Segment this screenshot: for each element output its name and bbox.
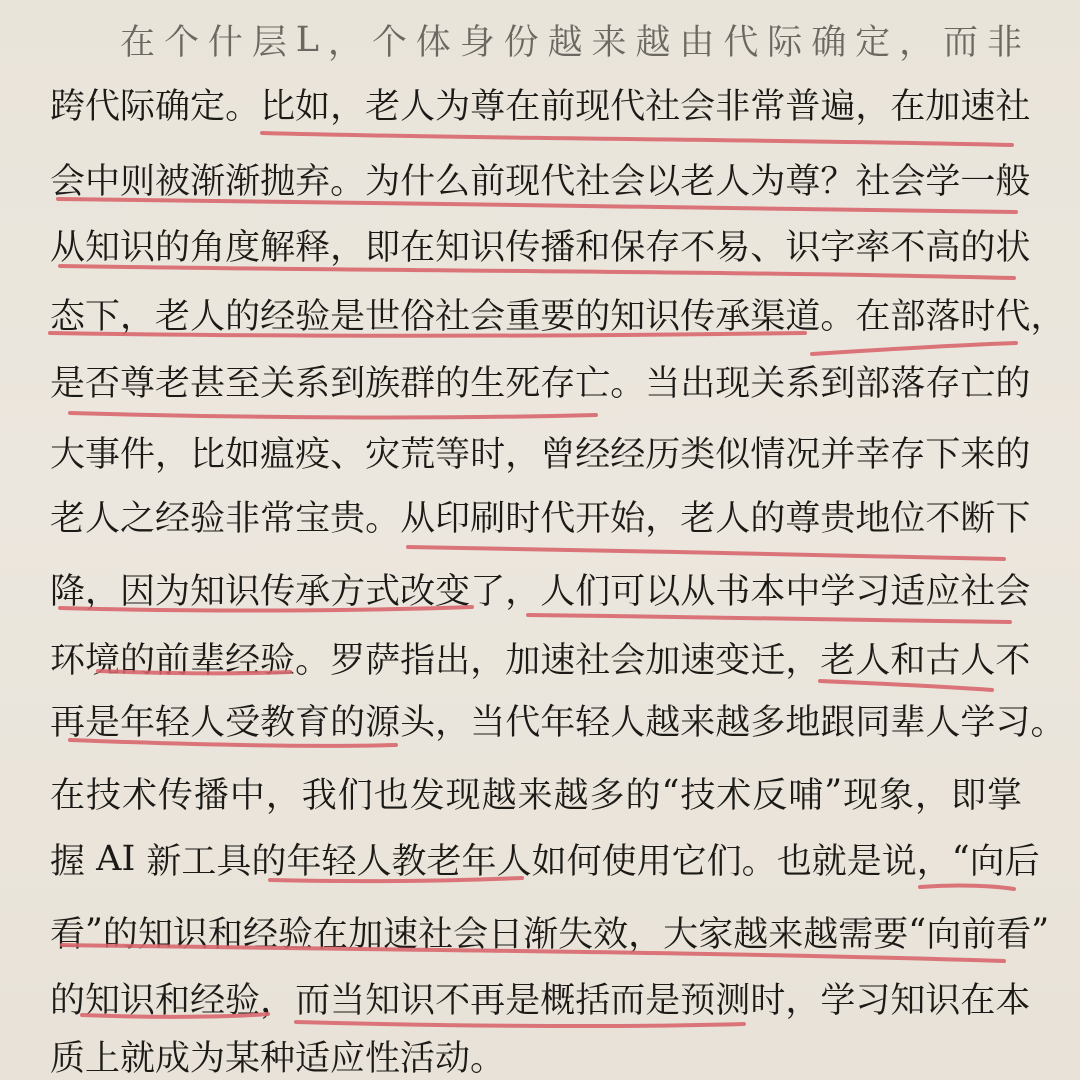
text-line: 跨 代 际 确 定 。 比 如 ， 老 人 为 尊 在 前 现 代 社 会 非 常 普 遍 ， 在 加 速 社 xyxy=(50,87,1031,127)
text-line: 环 境 的 前 辈 经 验 。 罗 萨 指 出 ， 加 速 社 会 加 速 变 迁 ， 老 人 和 古 人 不 xyxy=(50,641,1031,681)
text-line: 的 知 识 和 经 验 ， 而 当 知 识 不 再 是 概 括 而 是 预 测 时 ， 学 习 知 识 在 本 xyxy=(50,981,1031,1021)
text-line: 大 事 件 ， 比 如 瘟 疫 、 灾 荒 等 时 ， 曾 经 经 历 类 似 情 况 并 幸 存 下 来 的 xyxy=(50,435,1031,475)
text-line: 在 技 术 传 播 中 ， 我 们 也 发 现 越 来 越 多 的 “ 技 术 反 哺 ” 现 象 ， 即 掌 xyxy=(50,773,1022,816)
text-line: 质上就成为某种适应性活动。 xyxy=(50,1039,506,1079)
text-line: 态 下 ， 老 人 的 经 验 是 世 俗 社 会 重 要 的 知 识 传 承 渠 道 。 在 部 落 时 代 ， xyxy=(50,297,1066,337)
text-line: 再 是 年 轻 人 受 教 育 的 源 头 ， 当 代 年 轻 人 越 来 越 多 地 跟 同 辈 人 学 习 。 xyxy=(50,703,1066,743)
text-line: 握 A I 新 工 具 的 年 轻 人 教 老 年 人 如 何 使 用 它 们 。 也 就 是 说 ， “ 向 后 xyxy=(50,839,1040,882)
text-line: 会 中 则 被 渐 渐 抛 弃 。 为 什 么 前 现 代 社 会 以 老 人 为 尊 ？ 社 会 学 一 般 xyxy=(50,162,1031,202)
text-line: 从 知 识 的 角 度 解 释 ， 即 在 知 识 传 播 和 保 存 不 易 、 识 字 率 不 高 的 状 xyxy=(50,228,1031,268)
text-line: 在 个 什 层 L ， 个 体 身 份 越 来 越 由 代 际 确 定 ， 而 非 xyxy=(120,20,1022,63)
text-line: 是 否 尊 老 甚 至 关 系 到 族 群 的 生 死 存 亡 。 当 出 现 关 系 到 部 落 存 亡 的 xyxy=(50,364,1031,404)
text-line: 降 ， 因 为 知 识 传 承 方 式 改 变 了 ， 人 们 可 以 从 书 本 中 学 习 适 应 社 会 xyxy=(50,572,1031,612)
text-line: 老 人 之 经 验 非 常 宝 贵 。 从 印 刷 时 代 开 始 ， 老 人 的 尊 贵 地 位 不 断 下 xyxy=(50,499,1031,539)
text-line: 看 ” 的 知 识 和 经 验 在 加 速 社 会 日 渐 失 效 ， 大 家 越 来 越 需 要 “ 向 前 看 ” xyxy=(50,912,1050,955)
